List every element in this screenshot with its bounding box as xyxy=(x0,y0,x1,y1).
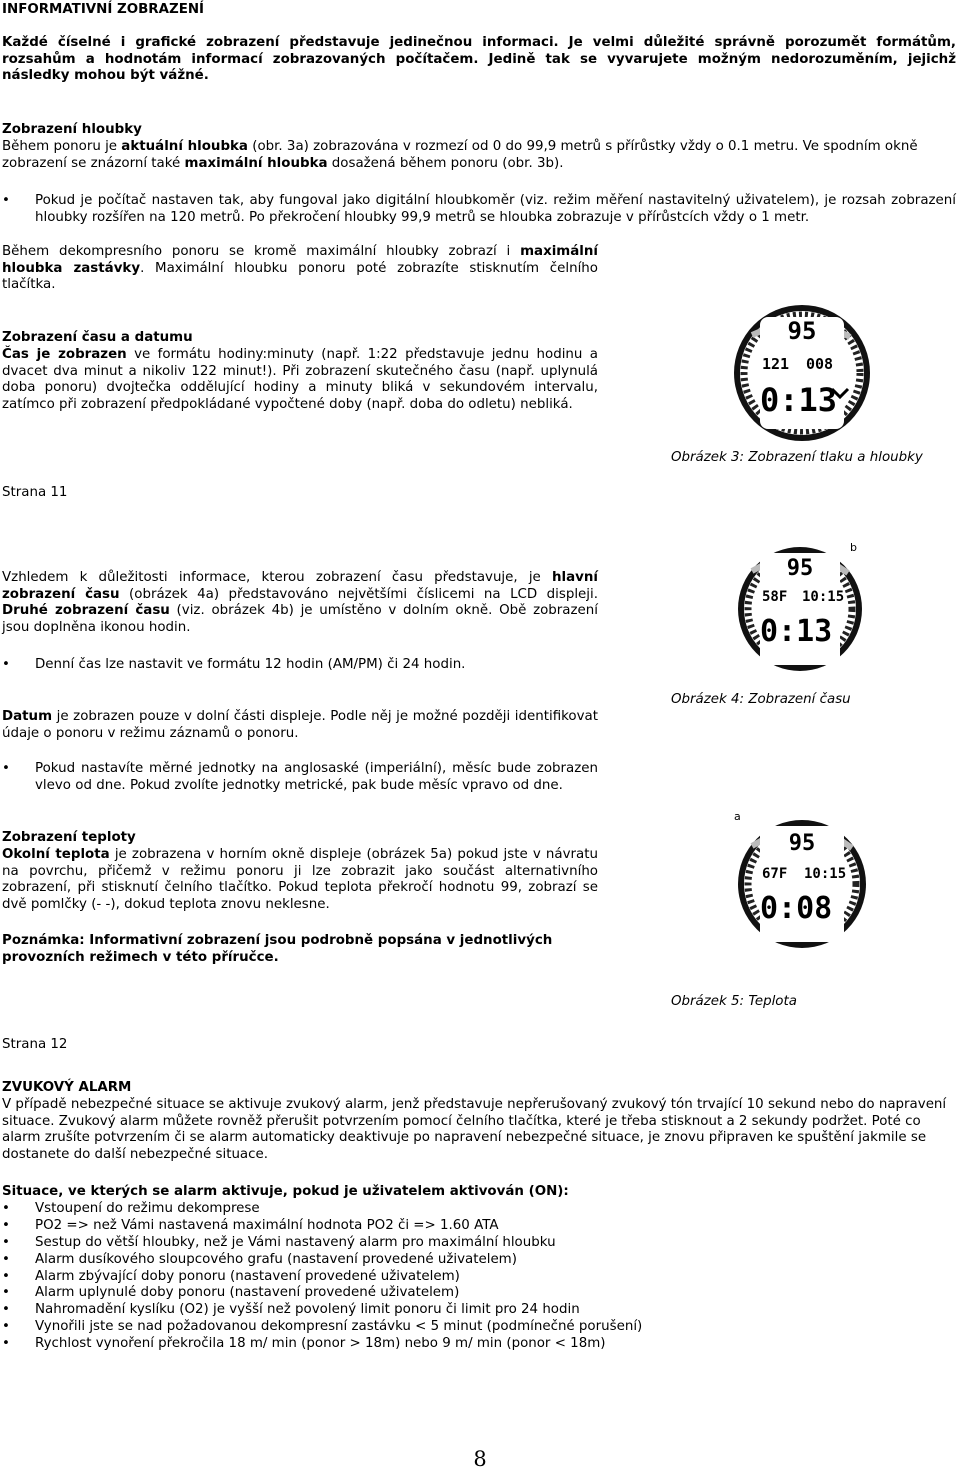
date-paragraph: Datum je zobrazen pouze v dolní části displeje. Podle něj je možné později identifikovat údaje o ponoru v režimu záznamů o ponoru. xyxy=(2,709,598,741)
label-a: a xyxy=(734,810,741,823)
page-label-11: Strana 11 xyxy=(2,485,68,500)
main-readout: 0:13 xyxy=(760,614,833,649)
depth-readout: 95 xyxy=(787,317,817,345)
list-item: • Alarm zbývající doby ponoru (nastavení provedené uživatelem) xyxy=(2,1268,460,1284)
alarm-paragraph: V případě nebezpečné situace se aktivuje zvukový alarm, jenž představuje nepřerušovaný zvukový tón trvající 10 sekund nebo do napravení situace. Zvukový alarm můžete rovněž přerušit potvrzením pomocí čelního tlačítka, které je třeba stisknout a 2 sekundy podržet. Poté co alarm zrušíte potvrzením či se alarm automaticky deaktivuje po napravení nebezpečné situace, je znovu připraven ke spuštění jakmile se dostanete do další nebezpečné situace. xyxy=(2,1097,947,1162)
alarm-list xyxy=(2,1201,956,1353)
figure-3-caption: Obrázek 3: Zobrazení tlaku a hloubky xyxy=(671,450,923,465)
bullet-icon: • xyxy=(2,761,10,776)
secondary-readout-left: 121 xyxy=(762,355,790,373)
bullet-icon: • xyxy=(2,193,10,208)
secondary-readout-right: 10:15 xyxy=(802,589,845,605)
time-heading: Zobrazení času a datumu xyxy=(2,330,193,345)
list-item: • Rychlost vynoření překročila 18 m/ min (ponor > 18m) nebo 9 m/ min (ponor < 18m) xyxy=(2,1336,606,1352)
list-item: • Sestup do větší hloubky, než je Vámi nastavený alarm pro maximální hloubku xyxy=(2,1234,556,1250)
alarm-list-title: Situace, ve kterých se alarm aktivuje, pokud je uživatelem aktivován (ON): xyxy=(2,1184,569,1199)
depth-bullet: • Pokud je počítač nastaven tak, aby fungoval jako digitální hloubkoměr (viz. režim měření nastavitelný uživatelem), je rozsah zobrazení hloubky rozšířen na 120 metrů. Po překročení hloubky 99,9 metrů se hloubka zobrazuje v přírůstcích vždy o 1 metr. xyxy=(2,193,956,225)
time-paragraph-2: Vzhledem k důležitosti informace, kterou zobrazení času představuje, je hlavní zobrazení času (obrázek 4a) představováno největšími číslicemi na LCD displeji. Druhé zobrazení času (viz. obrázek 4b) je umístěno v dolním okně. Obě zobrazení jsou doplněna ikonou hodin. xyxy=(2,570,598,635)
secondary-readout-right: 10:15 xyxy=(804,866,847,882)
list-item: • Alarm dusíkového sloupcového grafu (nastavení provedené uživatelem) xyxy=(2,1251,517,1267)
temperature-readout: 67F xyxy=(762,866,788,882)
list-item: • Nahromadění kyslíku (O2) je vyšší než povolený limit ponoru či limit pro 24 hodin xyxy=(2,1302,580,1318)
page-label-12: Strana 12 xyxy=(2,1037,68,1052)
temp-paragraph: Okolní teplota je zobrazena v horním okně displeje (obrázek 5a) pokud jste v návratu na povrchu, přičemž v režimu ponoru ji lze zobrazit jako součást alternativního zobrazení, při stisknutí čelního tlačítko. Pokud teplota překročí hodnotu 99, zobrazí se dvě pomlčky (- -), dokud teplota znovu neklesne. xyxy=(2,847,598,912)
list-item: • PO2 => než Vámi nastavená maximální hodnota PO2 či => 1.60 ATA xyxy=(2,1217,499,1233)
temp-heading: Zobrazení teploty xyxy=(2,830,136,845)
depth-readout: 95 xyxy=(786,556,814,581)
alarm-title: ZVUKOVÝ ALARM xyxy=(2,1080,132,1095)
time-bullet-2: • Pokud nastavíte měrné jednotky na anglosaské (imperiální), měsíc bude zobrazen vlevo od dne. Pokud zvolíte jednotky metrické, pak bude měsíc vpravo od dne. xyxy=(2,761,598,793)
label-b: b xyxy=(850,541,857,554)
page-number: 8 xyxy=(473,1447,487,1471)
time-paragraph: Čas je zobrazen ve formátu hodiny:minuty (např. 1:22 představuje jednu hodinu a dvacet dva minut a nikoliv 122 minut!). Při zobrazení skutečného času (např. uplynulá doba ponoru) dvojtečka oddělující hodiny a minuty bliká v sekundovém intervalu, zatímco při zobrazení předpokládané vypočtené doby (např. doba do odletu) nebliká. xyxy=(2,347,598,412)
note: Poznámka: Informativní zobrazení jsou podrobně popsána v jednotlivých provozních režimech v této příručce. xyxy=(2,933,553,965)
section-title: INFORMATIVNÍ ZOBRAZENÍ xyxy=(2,2,205,17)
figure-3-watch-display xyxy=(732,303,872,443)
figure-5-watch-display xyxy=(730,808,870,953)
figure-4-caption: Obrázek 4: Zobrazení času xyxy=(671,692,851,707)
main-readout: 0:08 xyxy=(760,891,833,926)
list-item: • Vstoupení do režimu dekomprese xyxy=(2,1201,260,1216)
depth-readout: 95 xyxy=(788,831,816,856)
time-bullet-1: • Denní čas lze nastavit ve formátu 12 hodin (AM/PM) či 24 hodin. xyxy=(2,657,466,672)
list-item: • Alarm uplynulé doby ponoru (nastavení provedené uživatelem) xyxy=(2,1285,460,1301)
secondary-readout-right: 008 xyxy=(806,355,834,373)
list-item: • Vynořili jste se nad požadovanou dekompresní zastávku < 5 minut (podmínečné porušení) xyxy=(2,1319,643,1335)
figure-4-watch-display xyxy=(738,537,868,677)
depth-heading: Zobrazení hloubky xyxy=(2,122,142,137)
bullet-icon: • xyxy=(2,657,10,672)
depth-paragraph-2: Během dekompresního ponoru se kromě maximální hloubky zobrazí i maximální hloubka zastávky. Maximální hloubku ponoru poté zobrazíte stisknutím čelního tlačítka. xyxy=(2,244,598,293)
main-readout: 0:13 xyxy=(760,381,838,419)
depth-paragraph: Během ponoru je aktuální hloubka (obr. 3a) zobrazována v rozmezí od 0 do 99,9 metrů s přírůstky vždy o 0.1 metru. Ve spodním okně zobrazení se znázorní také maximální hloubka dosažená během ponoru (obr. 3b). xyxy=(2,139,918,171)
secondary-readout-left: 58F xyxy=(762,589,788,605)
figure-5-caption: Obrázek 5: Teplota xyxy=(671,994,797,1009)
intro-paragraph: Každé číselné i grafické zobrazení představuje jedinečnou informaci. Je velmi důležité správně porozumět formátům, rozsahům a hodnotám informací zobrazovaných počítačem. Jedině tak se vyvarujete možným nedorozuměním, jejichž následky mohou být vážné. xyxy=(2,35,956,84)
